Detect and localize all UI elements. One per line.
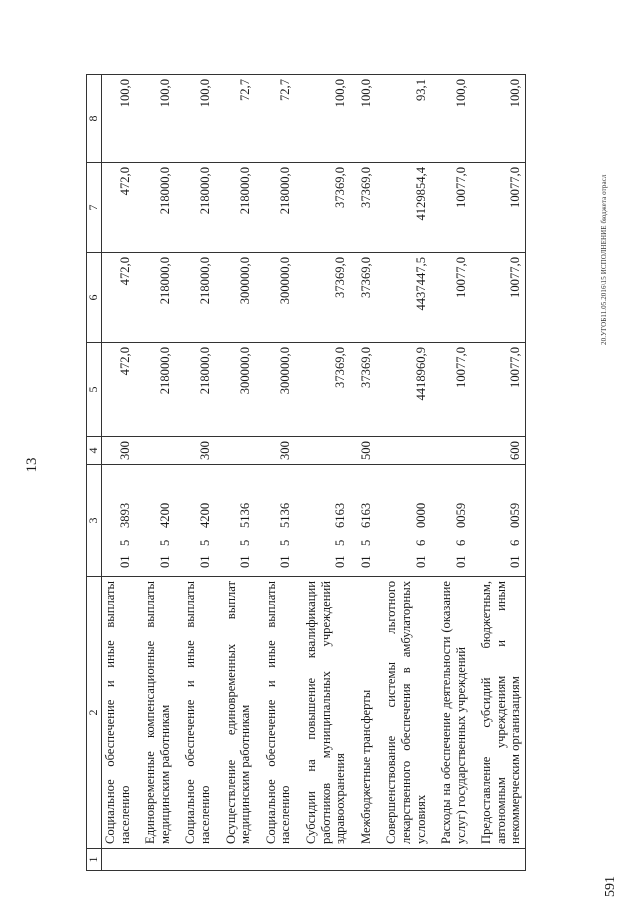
row-code-part: 01	[413, 555, 428, 568]
row-value-5: 218000,0	[134, 343, 174, 437]
row-percent: 100,0	[470, 75, 525, 163]
row-index-cell	[102, 849, 135, 871]
row-index-cell	[215, 849, 255, 871]
row-index-cell	[295, 849, 350, 871]
table-row	[470, 75, 525, 871]
row-code	[430, 465, 470, 577]
col-header-3: 3	[87, 465, 102, 577]
row-type-code: 300	[255, 437, 295, 465]
row-percent: 93,1	[375, 75, 430, 163]
row-value-5: 300000,0	[255, 343, 295, 437]
row-code-part: 6163	[358, 502, 373, 528]
row-value-6: 300000,0	[255, 253, 295, 343]
row-value-7: 37369,0	[295, 163, 350, 253]
row-code-part: 6	[453, 539, 468, 546]
row-code	[295, 465, 350, 577]
row-code	[470, 465, 525, 577]
row-code	[350, 465, 376, 577]
col-header-2: 2	[87, 577, 102, 849]
row-name: Социальное обеспечение и иные выплаты населению	[255, 577, 295, 849]
row-value-7: 218000,0	[255, 163, 295, 253]
row-type-code: 600	[470, 437, 525, 465]
row-index-cell	[134, 849, 174, 871]
col-header-1: 1	[87, 849, 102, 871]
row-code-part: 01	[238, 555, 253, 568]
row-index-cell	[174, 849, 214, 871]
row-name: Расходы на обеспечение деятельности (оказание услуг) государственных учреждений	[430, 577, 470, 849]
row-index-cell	[255, 849, 295, 871]
document-footer-note: 20.УГОБ11.05.2016\15 ИСПОЛНЕНИЕ бюджета отрасл	[600, 174, 608, 345]
row-percent: 100,0	[295, 75, 350, 163]
row-value-5: 37369,0	[295, 343, 350, 437]
row-value-6: 4437447,5	[375, 253, 430, 343]
budget-table	[86, 74, 526, 871]
row-value-5: 472,0	[102, 343, 135, 437]
row-code	[375, 465, 430, 577]
row-value-7: 218000,0	[174, 163, 214, 253]
row-value-7: 4129854,4	[375, 163, 430, 253]
row-value-7: 218000,0	[134, 163, 174, 253]
row-code-part: 5136	[278, 502, 293, 528]
row-percent: 100,0	[430, 75, 470, 163]
row-code-part: 01	[157, 555, 172, 568]
row-code-part: 0059	[508, 502, 523, 528]
row-code-part: 01	[508, 555, 523, 568]
col-header-5: 5	[87, 343, 102, 437]
row-percent: 72,7	[255, 75, 295, 163]
row-percent: 100,0	[174, 75, 214, 163]
row-value-7: 10077,0	[470, 163, 525, 253]
row-type-code: 300	[102, 437, 135, 465]
row-code-part: 5	[358, 539, 373, 546]
row-code-part: 5	[238, 539, 253, 546]
row-percent: 72,7	[215, 75, 255, 163]
row-code-part: 01	[358, 555, 373, 568]
row-type-code	[430, 437, 470, 465]
side-page-number: 591	[603, 876, 618, 897]
row-code-part: 5	[157, 539, 172, 546]
table-row	[174, 75, 214, 871]
row-percent: 100,0	[102, 75, 135, 163]
row-percent: 100,0	[134, 75, 174, 163]
row-value-7: 10077,0	[430, 163, 470, 253]
row-name: Осуществление единовременных выплат медицинским работникам	[215, 577, 255, 849]
row-code-part: 4200	[157, 502, 172, 528]
row-name: Межбюджетные трансферты	[350, 577, 376, 849]
row-value-6: 300000,0	[215, 253, 255, 343]
row-type-code	[295, 437, 350, 465]
row-code-part: 01	[333, 555, 348, 568]
row-value-5: 4418960,9	[375, 343, 430, 437]
row-code-part: 01	[117, 555, 132, 568]
row-value-5: 10077,0	[430, 343, 470, 437]
row-code	[134, 465, 174, 577]
row-code-part: 01	[197, 555, 212, 568]
row-code	[102, 465, 135, 577]
page-number: 13	[24, 457, 40, 473]
row-code-part: 5	[333, 539, 348, 546]
col-header-6: 6	[87, 253, 102, 343]
row-type-code: 300	[174, 437, 214, 465]
row-code-part: 4200	[197, 502, 212, 528]
table-body	[102, 75, 526, 871]
row-percent: 100,0	[350, 75, 376, 163]
table-row	[375, 75, 430, 871]
row-code-part: 6	[508, 539, 523, 546]
table-row	[102, 75, 135, 871]
row-code-part: 01	[278, 555, 293, 568]
row-code-part: 6163	[333, 502, 348, 528]
row-code	[174, 465, 214, 577]
row-index-cell	[430, 849, 470, 871]
row-code-part: 5	[278, 539, 293, 546]
row-code-part: 5136	[238, 502, 253, 528]
col-header-8: 8	[87, 75, 102, 163]
row-value-6: 37369,0	[350, 253, 376, 343]
row-value-6: 218000,0	[174, 253, 214, 343]
row-name: Предоставление субсидий бюджетным, автономным учреждениям и иным некоммерческим организациям	[470, 577, 525, 849]
row-name: Социальное обеспечение и иные выплаты населению	[174, 577, 214, 849]
table-row	[215, 75, 255, 871]
row-type-code	[215, 437, 255, 465]
row-value-6: 37369,0	[295, 253, 350, 343]
row-value-5: 37369,0	[350, 343, 376, 437]
col-header-4: 4	[87, 437, 102, 465]
row-value-6: 10077,0	[430, 253, 470, 343]
table-row	[430, 75, 470, 871]
row-value-5: 300000,0	[215, 343, 255, 437]
row-code-part: 5	[117, 539, 132, 546]
row-name: Социальное обеспечение и иные выплаты населению	[102, 577, 135, 849]
row-code-part: 0059	[453, 502, 468, 528]
row-value-7: 472,0	[102, 163, 135, 253]
row-name: Субсидии на повышение квалификации работников муниципальных учреждений здравоохранения	[295, 577, 350, 849]
row-value-7: 37369,0	[350, 163, 376, 253]
row-code	[255, 465, 295, 577]
row-code-part: 3893	[117, 502, 132, 528]
row-value-5: 218000,0	[174, 343, 214, 437]
row-code-part: 0000	[413, 502, 428, 528]
row-type-code: 500	[350, 437, 376, 465]
row-value-6: 218000,0	[134, 253, 174, 343]
row-value-5: 10077,0	[470, 343, 525, 437]
row-value-6: 472,0	[102, 253, 135, 343]
row-type-code	[134, 437, 174, 465]
row-name: Единовременные компенсационные выплаты медицинским работникам	[134, 577, 174, 849]
table-row	[295, 75, 350, 871]
row-value-6: 10077,0	[470, 253, 525, 343]
table-row	[350, 75, 376, 871]
row-index-cell	[375, 849, 430, 871]
row-code-part: 5	[197, 539, 212, 546]
col-header-7: 7	[87, 163, 102, 253]
header-row	[87, 75, 102, 871]
row-index-cell	[350, 849, 376, 871]
row-code	[215, 465, 255, 577]
row-index-cell	[470, 849, 525, 871]
row-value-7: 218000,0	[215, 163, 255, 253]
row-type-code	[375, 437, 430, 465]
row-code-part: 6	[413, 539, 428, 546]
row-name: Совершенствование системы льготного лекарственного обеспечения в амбулаторных условиях	[375, 577, 430, 849]
row-code-part: 01	[453, 555, 468, 568]
table-row	[134, 75, 174, 871]
table-row	[255, 75, 295, 871]
